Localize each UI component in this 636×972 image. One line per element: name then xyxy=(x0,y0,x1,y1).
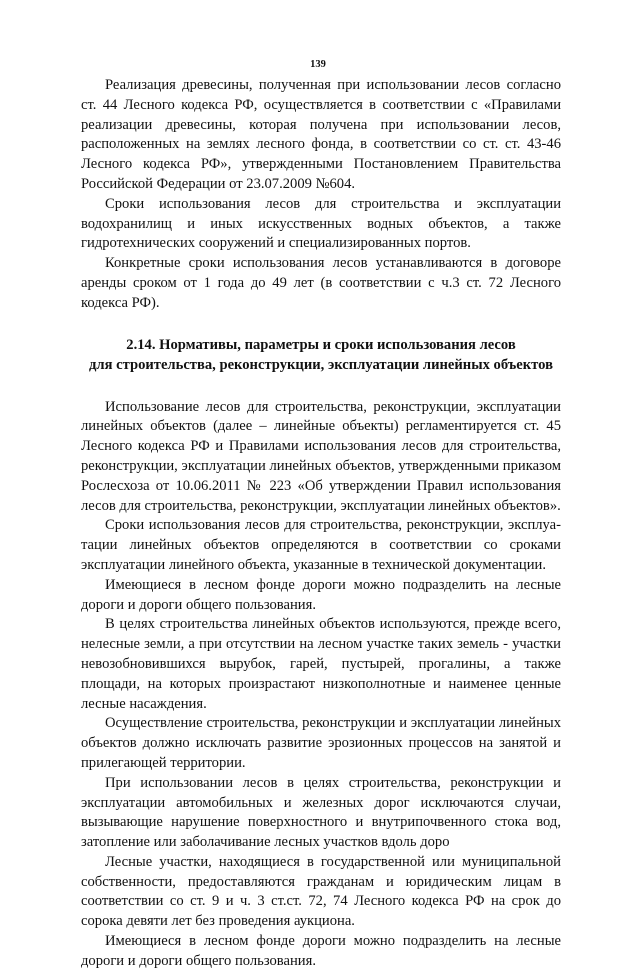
section-title-line-1: 2.14. Нормативы, параметры и сроки использования лесов xyxy=(126,336,516,353)
paragraph-land-priority: В целях строительства линейных объектов используются, прежде всего, нелесные земли, а при отсутствии на лесном участке таких земель - участки невозобновившихся вырубок, гарей, пустырей, прогалины, а также площади, на которых произрастают низкополнотные и наименее ценные лесные насаждения. xyxy=(81,616,561,712)
section-title-line-2: для строительства, реконструкции, эксплуатации линейных объектов xyxy=(89,356,553,373)
page-number: 139 xyxy=(310,59,326,70)
paragraph-erosion: Осуществление строительства, реконструкции и эксплуатации линейных объектов должно исключать развитие эрозионных процессов на занятой и прилегающей территории. xyxy=(81,715,561,771)
paragraph-lease-terms: Конкретные сроки использования лесов устанавливаются в договоре аренды сроком от 1 года до 49 лет (в соответствии с ч.3 ст. 72 Лесного кодекса РФ). xyxy=(81,255,561,311)
paragraph-reservoir-terms: Сроки использования лесов для строительства и эксплуатации водохранилищ и иных искусственных водных объектов, а также гидротехнических сооружений и специализированных портов. xyxy=(81,195,561,252)
paragraph-roads-classification: Имеющиеся в лесном фонде дороги можно подразделить на лесные дороги и дороги общего пользования. xyxy=(81,576,561,613)
paragraph-timber-sale: Реализация древесины, полученная при использовании лесов согласно ст. 44 Лесного кодекса РФ, осуществляется в соответствии с «Правилами реализации древесины, которая получена при использовании лесов, расположенных на землях лесного фонда, в соответствии со ст. ст. 43-46 Лесного кодекса РФ», утвержденными Постановлением Правительства Российской Федерации от 23.07.2009 №604. xyxy=(81,77,561,192)
section-title xyxy=(81,335,561,375)
paragraph-roads-water-flow: При использовании лесов в целях строительства, реконструкции и эксплуатации автомобильных и железных дорог исключаются случаи, вызывающие нарушение поверхностного и внутрипочвенного стока вод, затопление или заболачивание лесных участков вдоль доро xyxy=(81,774,561,851)
paragraph-linear-objects-terms: Сроки использования лесов для строительства, реконструкции, эксплуатации линейных объектов определяются в соответствии со сроками эксплуатации линейного объекта, указанные в технической документации. xyxy=(81,517,561,573)
paragraph-roads-classification-repeat: Имеющиеся в лесном фонде дороги можно подразделить на лесные дороги и дороги общего пользования. xyxy=(81,933,561,969)
document-body xyxy=(81,76,561,972)
paragraph-linear-objects-regulation: Использование лесов для строительства, реконструкции, эксплуатации линейных объектов (далее – линейные объекты) регламентируется ст. 45 Лесного кодекса РФ и Правилами использования лесов для строительства, реконструкции, эксплуатации линейных объектов, утвержденными приказом Рослесхоза от 10.06.2011 № 223 «Об утверждении Правил использования лесов для строительства, реконструкции, эксплуатации линейных объектов». xyxy=(81,398,561,514)
paragraph-land-allocation: Лесные участки, находящиеся в государственной или муниципальной собственности, предоставляются гражданам и юридическим лицам в соответствии со ст. 9 и ч. 3 ст.ст. 72, 74 Лесного кодекса РФ на срок до сорока девяти лет без проведения аукциона. xyxy=(81,853,561,930)
